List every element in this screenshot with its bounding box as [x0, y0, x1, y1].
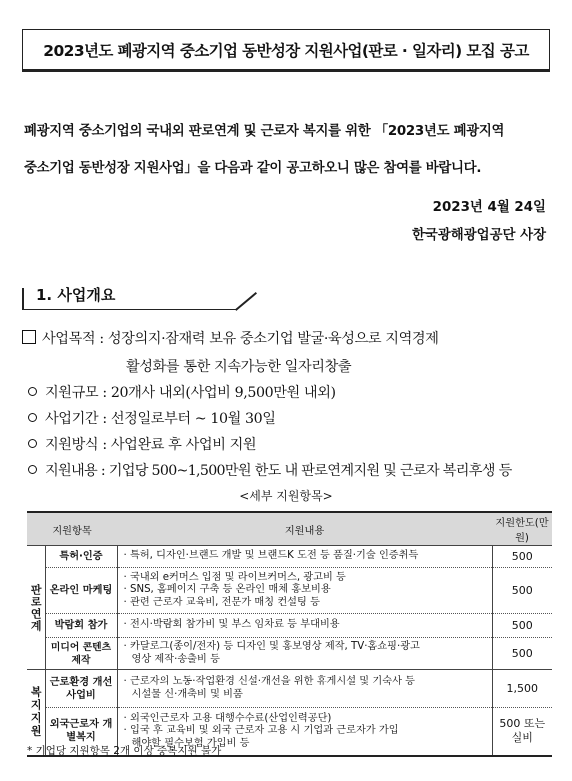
square-bullet-icon — [22, 330, 36, 344]
table-row — [27, 614, 552, 638]
item-name: 미디어 콘텐츠 제작 — [45, 638, 117, 670]
item-name: 근로환경 개선사업비 — [45, 670, 117, 708]
item-value: 기업당 500~1,500만원 한도 내 판로연계지원 및 근로자 복리후생 등 — [108, 463, 512, 479]
item-limit: 1,500 — [492, 670, 552, 708]
circle-bullet-icon — [28, 387, 37, 396]
item-content: · 전시·박람회 참가비 및 부스 임차료 등 부대비용 — [117, 614, 492, 638]
overview-item — [28, 460, 512, 480]
issuer-name: 한국광해광업공단 사장 — [411, 228, 546, 243]
column-header: 지원내용 — [117, 512, 492, 546]
item-content: · 국내외 e커머스 입점 및 라이브커머스, 광고비 등 · SNS, 홈페이지 구축 등 온라인 매체 홍보비용 · 관련 근로자 교육비, 전문가 매칭 컨설팅 등 — [117, 568, 492, 614]
circle-bullet-icon — [28, 439, 37, 448]
item-value: 사업완료 후 사업비 지원 — [110, 437, 257, 453]
overview-item — [28, 382, 336, 402]
item-content: · 외국인근로자 고용 대행수수료(산업인력공단) · 입국 후 교육비 및 외국 근로자 고용 시 기업과 근로자가 가입 해야할 필수보험 가입비 등 — [117, 708, 492, 756]
purpose-label: 사업목적 : — [42, 331, 104, 347]
column-header: 지원한도(만원) — [492, 512, 552, 546]
footnote: * 기업당 지원항목 2개 이상 중복지원 불가 — [27, 745, 222, 757]
item-label: 지원규모 : — [45, 385, 107, 401]
section-number: 1. — [36, 286, 53, 304]
item-content: · 카달로그(종이/전자) 등 디자인 및 홍보영상 제작, TV·홈쇼핑·광고 영상 제작·송출비 등 — [117, 638, 492, 670]
item-name: 온라인 마케팅 — [45, 568, 117, 614]
intro-paragraph — [24, 113, 554, 187]
item-name: 박람회 참가 — [45, 614, 117, 638]
table-header-row — [27, 512, 552, 546]
item-content: · 근로자의 노동·작업환경 신설·개선을 위한 휴게시설 및 기숙사 등 시설물 신·개축비 및 비품 — [117, 670, 492, 708]
item-content: · 특허, 디자인·브랜드 개발 및 브랜드K 도전 등 품질·기술 인증취득 — [117, 546, 492, 568]
purpose-text-1: 성장의지·잠재력 보유 중소기업 발굴·육성으로 지역경제 — [107, 331, 439, 347]
purpose-block — [22, 328, 562, 376]
intro-line-1: 폐광지역 중소기업의 국내외 판로연계 및 근로자 복지를 위한 「2023년도 폐광지역 — [24, 124, 505, 139]
item-limit: 500 — [492, 568, 552, 614]
item-name: 특허·인증 — [45, 546, 117, 568]
item-label: 지원내용 : — [45, 463, 105, 479]
section-heading — [22, 284, 257, 310]
circle-bullet-icon — [28, 413, 37, 422]
item-value: 선정일로부터 ~ 10월 30일 — [110, 411, 276, 427]
group-label: 복지지원 — [27, 670, 45, 756]
item-limit: 500 — [492, 638, 552, 670]
table-row — [27, 568, 552, 614]
group-label: 판로연계 — [27, 546, 45, 670]
column-header: 지원항목 — [27, 512, 117, 546]
overview-item — [28, 434, 256, 454]
intro-line-2: 중소기업 동반성장 지원사업」을 다음과 같이 공고하오니 많은 참여를 바랍니다. — [24, 161, 482, 176]
circle-bullet-icon — [28, 465, 37, 474]
notice-title-box — [22, 29, 550, 72]
overview-item — [28, 408, 276, 428]
notice-title: 2023년도 폐광지역 중소기업 동반성장 지원사업(판로 · 일자리) 모집 공고 — [43, 41, 529, 60]
support-items-table — [27, 511, 552, 757]
section-title: 사업개요 — [57, 286, 116, 304]
table-row — [27, 670, 552, 708]
item-limit: 500 — [492, 614, 552, 638]
item-label: 지원방식 : — [45, 437, 107, 453]
item-name: 외국근로자 개별복지 — [45, 708, 117, 756]
item-label: 사업기간 : — [45, 411, 107, 427]
purpose-text-2: 활성화를 통한 지속가능한 일자리창출 — [126, 359, 352, 375]
item-limit: 500 또는 실비 — [492, 708, 552, 756]
item-limit: 500 — [492, 546, 552, 568]
detail-caption: <세부 지원항목> — [239, 489, 333, 503]
item-value: 20개사 내외(사업비 9,500만원 내외) — [110, 385, 336, 401]
table-row — [27, 546, 552, 568]
table-row — [27, 638, 552, 670]
notice-date: 2023년 4월 24일 — [432, 200, 546, 215]
